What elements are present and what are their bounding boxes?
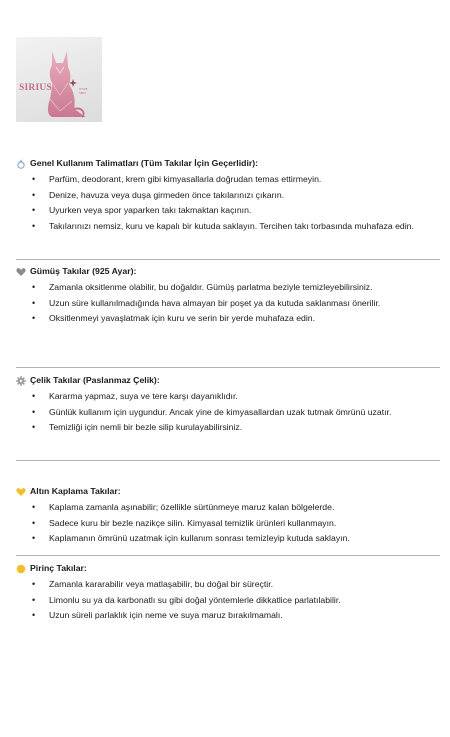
yellow-circle-icon: [16, 564, 26, 574]
brand-logo: [16, 37, 102, 122]
list-item: • Kaplama zamanla aşınabilir; özellikle sürtünmeye maruz kalan bölgelerde.: [16, 500, 440, 516]
yellow-heart-icon: [16, 487, 26, 497]
list-item: • Kaplamanın ömrünü uzatmak için kullanım sonrası temizleyip kutuda saklayın.: [16, 531, 440, 547]
divider: [16, 367, 440, 368]
list-item: • Oksitlenmeyi yavaşlatmak için kuru ve serin bir yerde muhafaza edin.: [16, 311, 440, 327]
divider: [16, 555, 440, 556]
list-item: • Zamanla kararabilir veya matlaşabilir, bu doğal bir süreçtir.: [16, 577, 440, 593]
list-item: • Uzun süre kullanılmadığında hava almayan bir poşet ya da kutuda saklanması önerilir.: [16, 296, 440, 312]
list-item: • Denize, havuza veya duşa girmeden önce takılarınızı çıkarın.: [16, 188, 440, 204]
list-item: • Limonlu su ya da karbonatlı su gibi doğal yöntemlerle dikkatlice parlatılabilir.: [16, 593, 440, 609]
section-title: Altın Kaplama Takılar:: [16, 485, 440, 498]
section-general: [16, 157, 440, 234]
section-title: Çelik Takılar (Paslanmaz Çelik):: [16, 374, 440, 387]
logo-text: SIRIUS: [19, 83, 52, 93]
list-item: • Takılarınızı nemsiz, kuru ve kapalı bir kutuda saklayın. Tercihen takı torbasında muhafaza edin.: [16, 219, 440, 235]
logo-subtext: JEWE SHO: [79, 87, 88, 95]
list-item: • Zamanla oksitlenme olabilir, bu doğaldır. Gümüş parlatma beziyle temizleyebilirsiniz.: [16, 280, 440, 296]
section-silver: [16, 265, 440, 327]
divider: [16, 460, 440, 461]
ring-icon: [16, 159, 26, 169]
gray-heart-icon: [16, 267, 26, 277]
section-gold-plated: [16, 485, 440, 547]
cat-logo-icon: [16, 37, 102, 122]
list-item: • Sadece kuru bir bezle nazikçe silin. Kimyasal temizlik ürünleri kullanmayın.: [16, 516, 440, 532]
section-steel: [16, 374, 440, 436]
list-item: • Kararma yapmaz, suya ve tere karşı dayanıklıdır.: [16, 389, 440, 405]
list-item: • Uzun süreli parlaklık için neme ve suya maruz bırakılmamalı.: [16, 608, 440, 624]
section-brass: [16, 562, 440, 624]
gear-icon: [16, 376, 26, 386]
divider: [16, 259, 440, 260]
section-title: Genel Kullanım Talimatları (Tüm Takılar İçin Geçerlidir):: [16, 157, 440, 170]
list-item: • Temizliği için nemli bir bezle silip kurulayabilirsiniz.: [16, 420, 440, 436]
list-item: • Günlük kullanım için uygundur. Ancak yine de kimyasallardan uzak tutmak ömrünü uzatır.: [16, 405, 440, 421]
list-item: • Parfüm, deodorant, krem gibi kimyasallarla doğrudan temas ettirmeyin.: [16, 172, 440, 188]
section-title: Gümüş Takılar (925 Ayar):: [16, 265, 440, 278]
section-title: Pirinç Takılar:: [16, 562, 440, 575]
list-item: • Uyurken veya spor yaparken takı takmaktan kaçının.: [16, 203, 440, 219]
